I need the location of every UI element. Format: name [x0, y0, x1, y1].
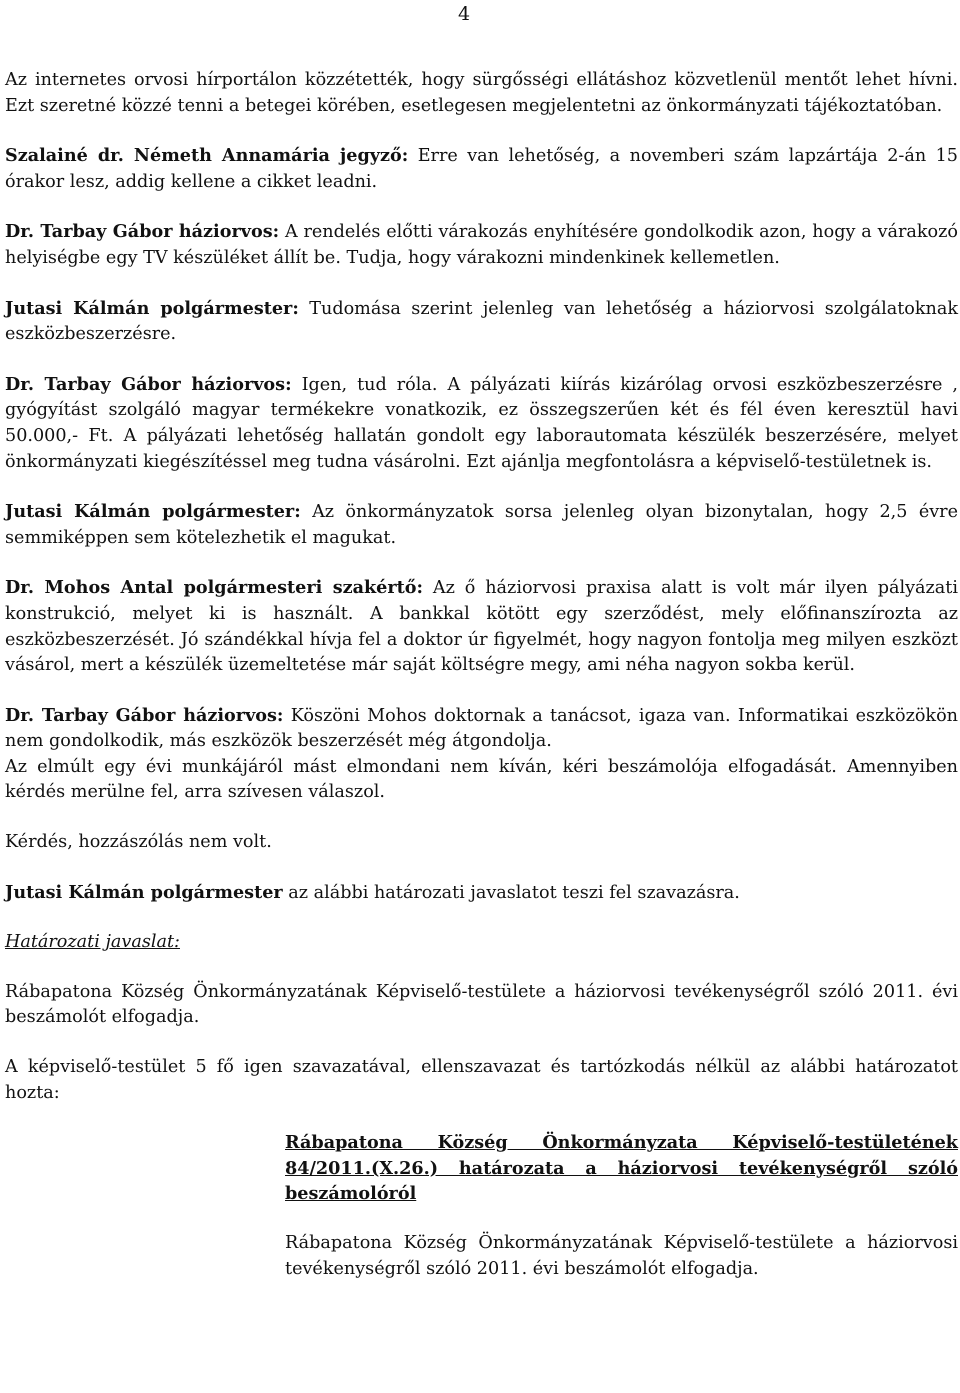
speaker-name: Jutasi Kálmán polgármester	[5, 881, 283, 903]
speaker-name: Szalainé dr. Németh Annamária jegyző:	[5, 145, 409, 167]
paragraph-text: Kérdés, hozzászólás nem volt.	[5, 832, 272, 853]
resolution-block	[285, 1130, 958, 1282]
paragraph-polgarmester-1	[5, 296, 958, 348]
paragraph-szavazas-eredmeny	[5, 1055, 958, 1106]
speaker-name: Dr. Tarbay Gábor háziorvos:	[5, 221, 280, 243]
paragraph-polgarmester-2	[5, 499, 958, 551]
resolution-title: Rábapatona Község Önkormányzata Képviselő-testületének 84/2011.(X.26.) határozata a háziorvosi tevékenységről szóló beszámolóról	[285, 1132, 958, 1205]
paragraph-beszamolo	[5, 755, 958, 806]
paragraph-hirportal	[5, 68, 958, 119]
paragraph-haziorvos-koszon	[5, 703, 958, 755]
paragraph-text: Az ő háziorvosi praxisa alatt is volt már ilyen pályázati konstrukció, melyet ki is használt. A bankkal kötött egy szerződést, mely előfinanszírozta az eszközbeszerzését. Jó szándékkal hívja fel a doktor úr figyelmét, hogy nagyon fontolja meg milyen eszközt vásárol, mert a készülék üzemeltetése már saját költségre megy, ami néha nagyon sokba kerül.	[5, 578, 958, 676]
paragraph-szavazas	[5, 880, 958, 907]
paragraph-text: A képviselő-testület 5 fő igen szavazatával, ellenszavazat és tartózkodás nélkül az alábbi határozatot hozta:	[5, 1057, 958, 1103]
section-heading: Határozati javaslat:	[5, 932, 180, 953]
paragraph-text: Igen, tud róla. A pályázati kiírás kizárólag orvosi eszközbeszerzésre , gyógyítást szolgáló magyar termékekre vonatkozik, ez összegszerűen két és fél éven keresztül havi 50.000,- Ft. A pályázati lehetőség hallatán gondolt egy laborautomata készülék beszerzésére, melyet önkormányzati kiegészítéssel meg tudna vásárolni. Ezt ajánlja megfontolásra a képviselő-testületnek is.	[5, 374, 958, 472]
paragraph-kerdes	[5, 830, 958, 856]
speaker-name: Dr. Tarbay Gábor háziorvos:	[5, 704, 284, 726]
paragraph-text: Az internetes orvosi hírportálon közzétették, hogy sürgősségi ellátáshoz közvetlenül mentőt lehet hívni. Ezt szeretné közzé tenni a betegei körében, esetlegesen megjelentetni az önkormányzati tájékoztatóban.	[5, 70, 958, 116]
paragraph-text: Erre van lehetőség, a novemberi szám lapzártája 2-án 15 órakor lesz, addig kellene a cikket leadni.	[5, 146, 959, 192]
page-number: 4	[458, 3, 471, 25]
paragraph-text: Az elmúlt egy évi munkájáról mást elmondani nem kíván, kéri beszámolója elfogadását. Amennyiben kérdés merülne fel, arra szívesen válaszol.	[5, 756, 958, 803]
paragraph-hatarozati-javaslat	[5, 930, 958, 956]
paragraph-szakerto	[5, 575, 958, 678]
speaker-name: Dr. Tarbay Gábor háziorvos:	[5, 373, 292, 395]
speaker-name: Dr. Mohos Antal polgármesteri szakértő:	[5, 577, 423, 599]
resolution-body: Rábapatona Község Önkormányzatának Képviselő-testülete a háziorvosi tevékenységről szóló 2011. évi beszámolót elfogadja.	[285, 1233, 958, 1279]
paragraph-text: Rábapatona Község Önkormányzatának Képviselő-testülete a háziorvosi tevékenységről szóló 2011. évi beszámolót elfogadja.	[5, 981, 958, 1028]
paragraph-text: az alábbi határozati javaslatot teszi fel szavazásra.	[282, 882, 740, 903]
paragraph-jegyzo	[5, 143, 958, 195]
speaker-name: Jutasi Kálmán polgármester:	[5, 297, 299, 319]
paragraph-text: Köszöni Mohos doktornak a tanácsot, igaza van. Informatikai eszközökön nem gondolkodik, más eszközök beszerzését még átgondolja.	[5, 705, 959, 752]
paragraph-haziorvos-tv	[5, 219, 958, 271]
paragraph-haziorvos-palyazat	[5, 372, 958, 475]
paragraph-javaslat-szoveg	[5, 980, 958, 1031]
speaker-name: Jutasi Kálmán polgármester:	[5, 501, 301, 523]
paragraph-text: A rendelés előtti várakozás enyhítésére gondolkodik azon, hogy a várakozó helyiségbe egy TV készüléket állít be. Tudja, hogy várakozni mindenkinek kellemetlen.	[5, 222, 959, 268]
document-body	[5, 68, 958, 1282]
paragraph-text: Tudomása szerint jelenleg van lehetőség a háziorvosi szolgálatoknak eszközbeszerzésre.	[5, 298, 958, 345]
paragraph-text: Az önkormányzatok sorsa jelenleg olyan bizonytalan, hogy 2,5 évre semmiképpen sem kötelezhetik el magukat.	[5, 502, 959, 548]
